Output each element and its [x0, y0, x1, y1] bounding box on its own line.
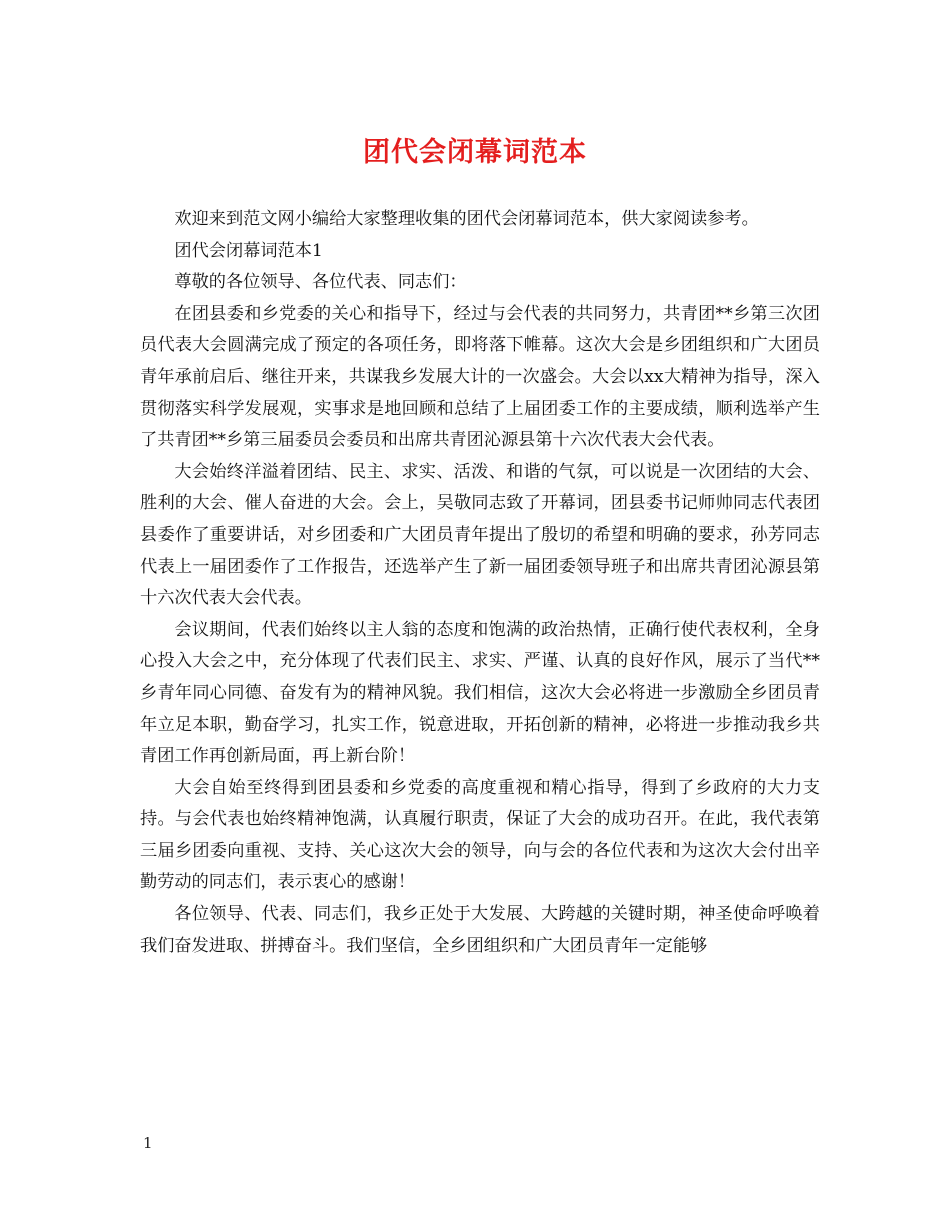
- page-number: 1: [143, 1134, 153, 1152]
- paragraph: 会议期间，代表们始终以主人翁的态度和饱满的政治热情，正确行使代表权利，全身心投入大会之中，充分体现了代表们民主、求实、严谨、认真的良好作风，展示了当代**乡青年同心同德、奋发有为的精神风貌。我们相信，这次大会必将进一步激励全乡团员青年立足本职，勤奋学习，扎实工作，锐意进取，开拓创新的精神，必将进一步推动我乡共青团工作再创新局面，再上新台阶！: [140, 619, 820, 767]
- paragraph-intro: 欢迎来到范文网小编给大家整理收集的团代会闭幕词范本，供大家阅读参考。: [174, 209, 759, 229]
- paragraph: 大会始终洋溢着团结、民主、求实、活泼、和谐的气氛，可以说是一次团结的大会、胜利的大会、催人奋进的大会。会上，吴敬同志致了开幕词，团县委书记师帅同志代表团县委作了重要讲话，对乡团委和广大团员青年提出了殷切的希望和明确的要求，孙芳同志代表上一届团委作了工作报告，还选举产生了新一届团委领导班子和出席共青团沁源县第十六次代表大会代表。: [140, 461, 820, 609]
- paragraph-salutation: 尊敬的各位领导、各位代表、同志们：: [174, 272, 467, 293]
- paragraph: 各位领导、代表、同志们，我乡正处于大发展、大跨越的关键时期，神圣使命呼唤着我们奋发进取、拼搏奋斗。我们坚信，全乡团组织和广大团员青年一定能够: [140, 904, 820, 956]
- paragraph: 在团县委和乡党委的关心和指导下，经过与会代表的共同努力，共青团**乡第三次团员代表大会圆满完成了预定的各项任务，即将落下帷幕。这次大会是乡团组织和广大团员青年承前启后、继往开来，共谋我乡发展大计的一次盛会。大会以xx大精神为指导，深入贯彻落实科学发展观，实事求是地回顾和总结了上届团委工作的主要成绩，顺利选举产生了共青团**乡第三届委员会委员和出席共青团沁源县第十六次代表大会代表。: [140, 303, 820, 451]
- paragraph-heading: 团代会闭幕词范本1: [174, 240, 323, 261]
- paragraph: 大会自始至终得到团县委和乡党委的高度重视和精心指导，得到了乡政府的大力支持。与会代表也始终精神饱满，认真履行职责，保证了大会的成功召开。在此，我代表第三届乡团委向重视、支持、关心这次大会的领导，向与会的各位代表和为这次大会付出辛勤劳动的同志们，表示衷心的感谢！: [140, 777, 820, 893]
- document-title: 团代会闭幕词范本: [363, 137, 587, 168]
- document-body: [140, 204, 820, 962]
